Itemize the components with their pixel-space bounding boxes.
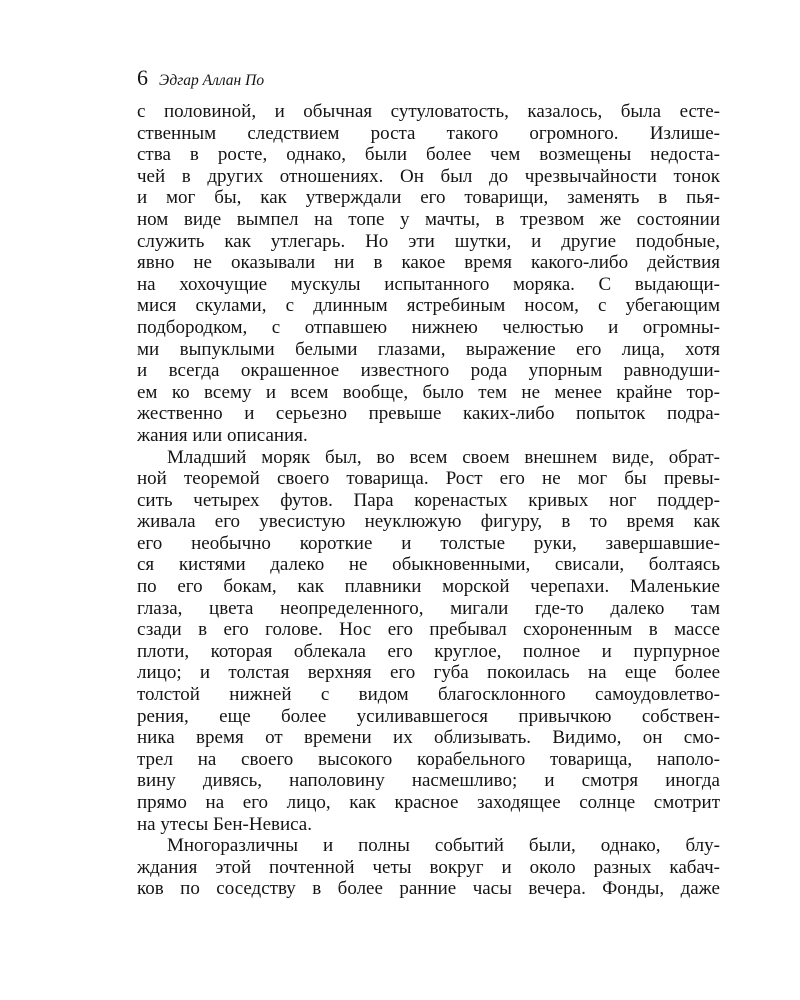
text-line: жания или описания. [137, 424, 308, 446]
running-head [137, 64, 264, 92]
text-line: ника время от времени их облизывать. Видимо, он смо- [137, 727, 720, 749]
text-line: на хохочущие мускулы испытанного моряка. С выдающи- [137, 273, 720, 295]
text-line: и мог бы, как утверждали его товарищи, заменять в пья- [137, 187, 720, 209]
text-line: прямо на его лицо, как красное заходящее солнце смотрит [137, 792, 720, 813]
text-line: чей в других отношениях. Он был до чрезвычайности тонок [137, 165, 720, 187]
text-line: явно не оказывали ни в какое время какого-либо действия [137, 252, 720, 274]
text-line: ства в росте, однако, были более чем возмещены недоста- [137, 144, 720, 166]
text-line: служить как утлегарь. Но эти шутки, и другие подобные, [137, 230, 720, 252]
paragraph [137, 101, 720, 447]
text-line: по его бокам, как плавники морской черепахи. Маленькие [137, 576, 720, 598]
text-line: лицо; и толстая верхняя его губа покоилась на еще более [137, 662, 720, 684]
text-line: и всегда окрашенное известного рода упорным равнодуши- [137, 360, 720, 382]
text-line: толстой нижней с видом благосклонного самоудовлетво- [137, 684, 720, 706]
text-line: с половиной, и обычная сутуловатость, казалось, была есте- [137, 101, 720, 122]
text-line: сзади в его голове. Нос его пребывал схороненным в массе [137, 619, 720, 641]
text-line: жественно и серьезно превыше каких-либо попыток подра- [137, 403, 720, 425]
running-head-author: Эдгар Аллан По [159, 72, 265, 89]
page-number: 6 [137, 65, 148, 90]
text-line: ственным следствием роста такого огромного. Излише- [137, 122, 720, 144]
text-line: трел на своего высокого корабельного товарища, наполо- [137, 748, 720, 770]
text-line: мися скулами, с длинным ястребиным носом, с убегающим [137, 295, 720, 317]
text-line: плоти, которая облекала его круглое, полное и пурпурное [137, 640, 720, 662]
text-line: ждания этой почтенной четы вокруг и около разных кабач- [137, 856, 720, 878]
paragraph [137, 835, 720, 900]
text-line: живала его увесистую неуклюжую фигуру, в то время как [137, 511, 720, 533]
text-line: Младший моряк был, во всем своем внешнем виде, обрат- [167, 446, 720, 468]
text-line: ков по соседству в более ранние часы вечера. Фонды, даже [137, 878, 720, 900]
text-line: подбородком, с отпавшею нижнею челюстью и огромны- [137, 316, 720, 338]
text-line: Многоразличны и полны событий были, однако, блу- [167, 835, 720, 857]
text-line: ся кистями далеко не обыкновенными, свисали, болтаясь [137, 554, 720, 576]
text-line: ной теоремой своего товарища. Рост его не мог бы превы- [137, 468, 720, 490]
text-line: вину дивясь, наполовину насмешливо; и смотря иногда [137, 770, 720, 792]
text-line: сить четырех футов. Пара коренастых кривых ног поддер- [137, 489, 720, 511]
text-line: рения, еще более усиливавшегося привычкою собствен- [137, 705, 720, 727]
body-text [137, 101, 720, 900]
text-line: ми выпуклыми белыми глазами, выражение его лица, хотя [137, 338, 720, 360]
text-line: глаза, цвета неопределенного, мигали где-то далеко там [137, 597, 720, 619]
text-line: на утесы Бен-Невиса. [137, 813, 312, 835]
text-line: ем ко всему и всем вообще, было тем не менее крайне тор- [137, 381, 720, 403]
text-line: его необычно короткие и толстые руки, завершавшие- [137, 532, 720, 554]
paragraph [137, 447, 720, 836]
text-line: ном виде вымпел на топе у мачты, в трезвом же состоянии [137, 208, 720, 230]
